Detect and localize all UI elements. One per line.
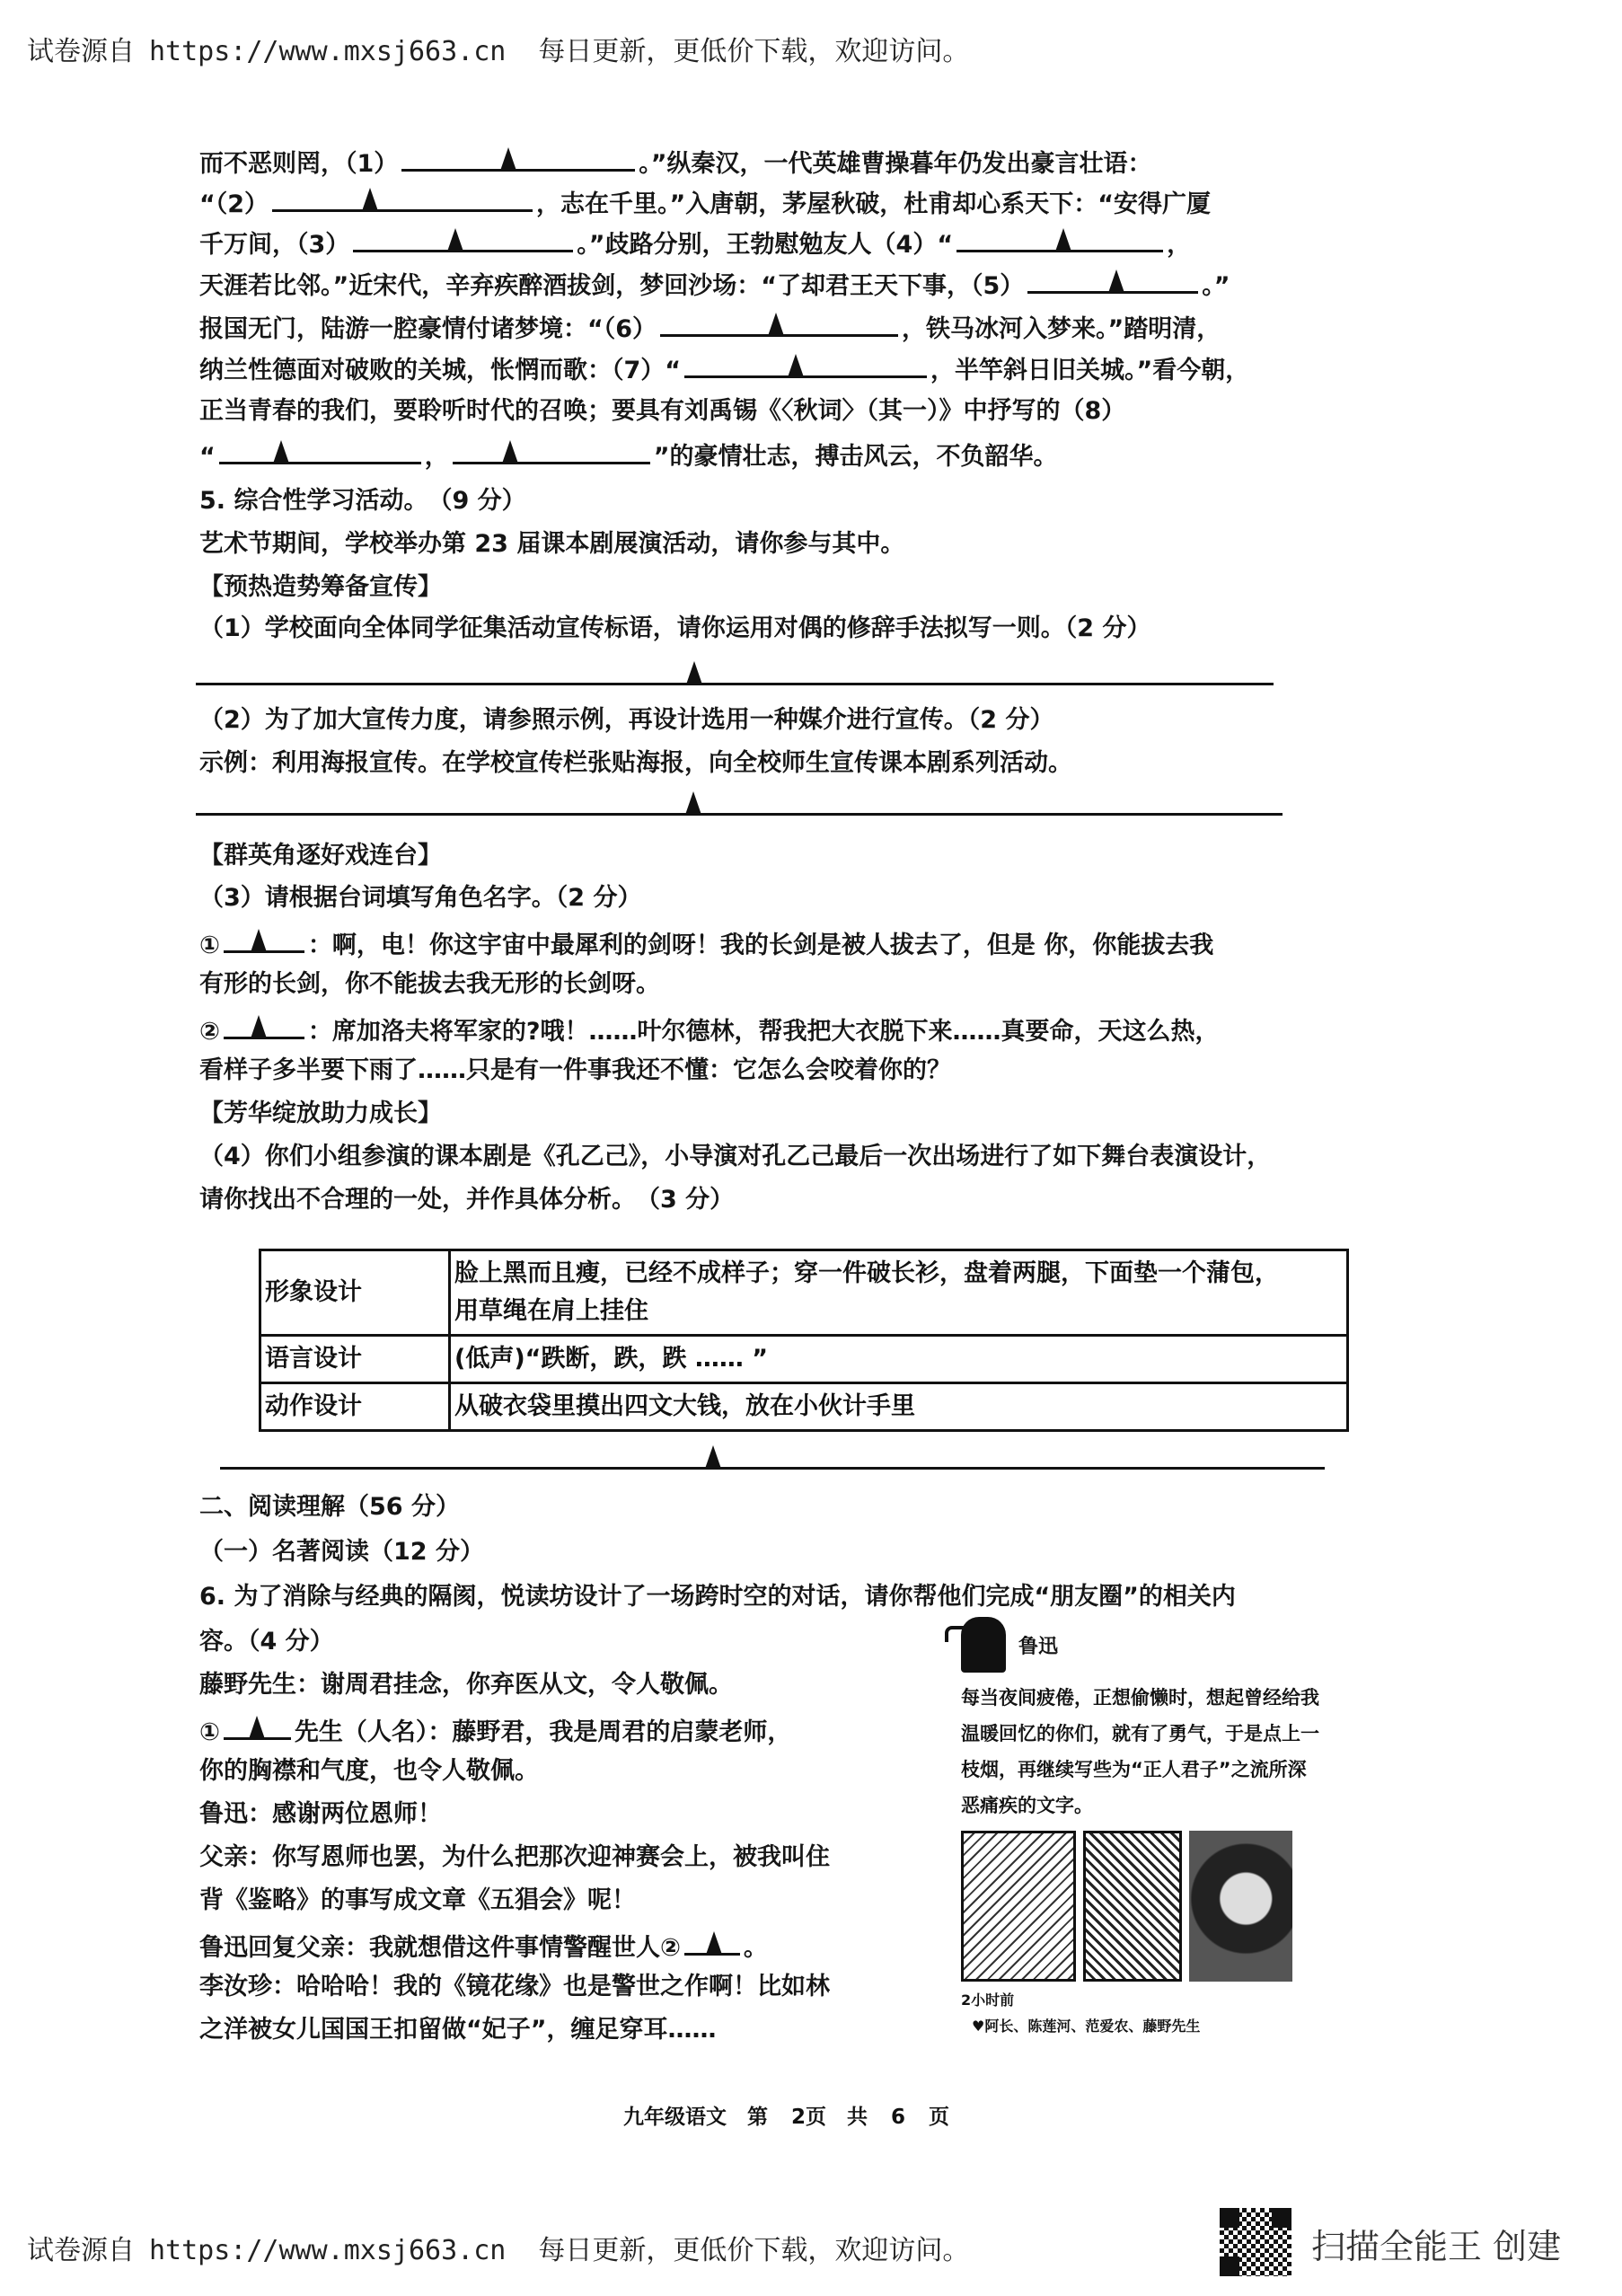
dialog-line: ① 先生（人名）：藤野君，我是周君的启蒙老师，	[199, 1712, 791, 1749]
triangle-marker-icon	[686, 661, 702, 684]
triangle-marker-icon	[251, 1015, 267, 1038]
q5-part2-heading: 【群英角逐好戏连台】	[199, 842, 442, 870]
watermark-slogan: 每日更新，更低价下载，欢迎访问。	[538, 36, 970, 67]
table-row-value: (低声)“跌断，跌，跌 …… ”	[450, 1336, 1348, 1383]
luxun-avatar-icon	[961, 1617, 1006, 1673]
triangle-marker-icon	[1055, 228, 1071, 252]
answer-blank-2[interactable]	[684, 1928, 740, 1956]
table-row	[260, 1336, 1348, 1383]
moments-post	[961, 1617, 1320, 2035]
stage-design-table	[259, 1249, 1349, 1432]
table-row-label: 语言设计	[260, 1336, 450, 1383]
post-image-illustration-1	[961, 1831, 1076, 1982]
table-row-label: 动作设计	[260, 1383, 450, 1431]
triangle-marker-icon	[273, 440, 289, 464]
role-line-2: ② ：席加洛夫将军家的?哦！……叶尔德林，帮我把大衣脱下来……真要命，天这么热，	[199, 1011, 1220, 1048]
role-line-1: ① ：啊，电！你这宇宙中最犀利的剑呀！我的长剑是被人拔去了，但是 你，你能拔去我	[199, 925, 1213, 962]
watermark-url[interactable]: https://www.mxsj663.cn	[149, 2235, 507, 2266]
q6-question-cont: 容。（4 分）	[199, 1628, 334, 1656]
poem-line-2: “（2） ，志在千里。”入唐朝，茅屋秋破，杜甫却心系天下：“安得广厦	[199, 184, 1211, 221]
role-line-2-cont: 看样子多半要下雨了……只是有一件事我还不懂：它怎么会咬着你的？	[199, 1056, 951, 1084]
q5-question-3: （3）请根据台词填写角色名字。（2 分）	[199, 884, 642, 912]
section-2-sub: （一）名著阅读（12 分）	[199, 1538, 484, 1566]
q6-question: 6. 为了消除与经典的隔阂，悦读坊设计了一场跨时空的对话，请你帮他们完成“朋友圈”的相关内	[199, 1583, 1236, 1611]
answer-blank-6[interactable]	[660, 309, 898, 337]
table-row	[260, 1250, 1348, 1336]
triangle-marker-icon	[502, 440, 518, 464]
q5-part1-heading: 【预热造势筹备宣传】	[199, 573, 442, 601]
watermark-url[interactable]: https://www.mxsj663.cn	[149, 36, 507, 67]
triangle-marker-icon	[500, 147, 516, 171]
q5-example: 示例：利用海报宣传。在学校宣传栏张贴海报，向全校师生宣传课本剧系列活动。	[199, 749, 1072, 777]
triangle-marker-icon	[251, 929, 267, 952]
answer-blank-5[interactable]	[1027, 266, 1198, 294]
answer-blank-8a[interactable]	[219, 437, 421, 464]
q5-title: 5. 综合性学习活动。 （9 分）	[199, 487, 526, 515]
poem-line-6: 纳兰性德面对破败的关城，怅惘而歌：（7）“ ，半竿斜日旧关城。”看今朝，	[199, 350, 1249, 387]
q5-question-1: （1）学校面向全体同学征集活动宣传标语，请你运用对偶的修辞手法拟写一则。（2 分）	[199, 614, 1151, 642]
watermark-prefix: 试卷源自	[27, 2235, 135, 2266]
post-image-portrait	[1189, 1831, 1292, 1982]
watermark-slogan: 每日更新，更低价下载，欢迎访问。	[538, 2235, 970, 2266]
answer-blank-4[interactable]	[956, 225, 1163, 252]
scanner-credit: 扫描全能王 创建	[1311, 2227, 1562, 2266]
q5-part3-heading: 【芳华绽放助力成长】	[199, 1099, 442, 1127]
table-row-value: 从破衣袋里摸出四文大钱，放在小伙计手里	[450, 1383, 1348, 1431]
page-number: 九年级语文 第 2页 共 6 页	[623, 2106, 950, 2129]
triangle-marker-icon	[447, 228, 463, 252]
post-author: 鲁迅	[1018, 1635, 1059, 1658]
q5-question-2: （2）为了加大宣传力度，请参照示例，再设计选用一种媒介进行宣传。（2 分）	[199, 706, 1054, 734]
triangle-marker-icon	[706, 1931, 722, 1955]
post-time: 2小时前	[961, 1991, 1015, 2009]
dialog-line: 鲁迅：感谢两位恩师！	[199, 1800, 442, 1828]
section-2-title: 二、阅读理解（56 分）	[199, 1493, 460, 1521]
poem-line-4: 天涯若比邻。”近宋代，辛弃疾醉酒拔剑，梦回沙场：“了却君王天下事，（5） 。”	[199, 266, 1230, 303]
poem-line-3: 千万间，（3） 。”歧路分别，王勃慰勉友人（4）“ ，	[199, 225, 1191, 261]
name-blank-1[interactable]	[224, 1712, 291, 1740]
answer-blank-7[interactable]	[684, 350, 927, 378]
dialog-line: 藤野先生：谢周君挂念，你弃医从文，令人敬佩。	[199, 1671, 733, 1699]
post-likes: ♥阿长、陈莲河、范爱农、藤野先生	[972, 2018, 1201, 2035]
table-row	[260, 1383, 1348, 1431]
table-row-label: 形象设计	[260, 1250, 450, 1336]
poem-line-7: 正当青春的我们，要聆听时代的召唤；要具有刘禹锡《〈秋词〉（其一）》中抒写的（8）	[199, 397, 1126, 425]
dialog-line: 父亲：你写恩师也罢，为什么把那次迎神赛会上，被我叫住	[199, 1843, 830, 1871]
source-watermark-bottom	[27, 2228, 1001, 2267]
answer-line-q1[interactable]	[196, 683, 1274, 685]
role-blank-2[interactable]	[224, 1011, 304, 1039]
triangle-marker-icon	[249, 1716, 265, 1739]
dialog-line: 鲁迅回复父亲：我就想借这件事情警醒世人② 。	[199, 1928, 768, 1965]
role-blank-1[interactable]	[224, 925, 304, 953]
answer-line-q4[interactable]	[220, 1467, 1325, 1470]
post-image-illustration-2	[1083, 1831, 1182, 1982]
triangle-marker-icon	[1108, 269, 1124, 293]
post-text: 每当夜间疲倦，正想偷懒时，想起曾经给我温暖回忆的你们，就有了勇气，于是点上一枝烟，再继续写些为“正人君子”之流所深恶痛疾的文字。	[961, 1687, 1319, 1816]
answer-line-q2[interactable]	[196, 813, 1283, 816]
dialog-line: 背《鉴略》的事写成文章《五猖会》呢！	[199, 1886, 636, 1914]
answer-blank-2[interactable]	[272, 184, 533, 212]
triangle-marker-icon	[768, 313, 784, 336]
table-row-value: 脸上黑而且瘦，已经不成样子；穿一件破长衫，盘着两腿，下面垫一个蒲包， 用草绳在肩上挂住	[450, 1250, 1348, 1336]
role-line-1-cont: 有形的长剑，你不能拔去我无形的长剑呀。	[199, 970, 660, 998]
source-watermark-top	[27, 29, 1001, 68]
answer-blank-8b[interactable]	[453, 437, 650, 464]
q5-intro: 艺术节期间，学校举办第 23 届课本剧展演活动，请你参与其中。	[199, 530, 905, 558]
triangle-marker-icon	[705, 1445, 721, 1469]
dialog-line: 你的胸襟和气度，也令人敬佩。	[199, 1757, 539, 1785]
dialog-line: 李汝珍：哈哈哈！我的《镜花缘》也是警世之作啊！比如林	[199, 1973, 830, 2000]
qr-code-icon	[1220, 2208, 1291, 2276]
poem-line-5: 报国无门，陆游一腔豪情付诸梦境：“（6） ，铁马冰河入梦来。”踏明清，	[199, 309, 1221, 346]
poem-line-8: “ ， ”的豪情壮志，搏击风云，不负韶华。	[199, 437, 1058, 473]
answer-blank-3[interactable]	[353, 225, 573, 252]
poem-line-1: 而不恶则罔，（1） 。”纵秦汉，一代英雄曹操暮年仍发出豪言壮语：	[199, 144, 1152, 181]
triangle-marker-icon	[685, 791, 701, 815]
answer-blank-1[interactable]	[401, 144, 635, 172]
dialog-line: 之洋被女儿国国王扣留做“妃子”，缠足穿耳……	[199, 2016, 717, 2044]
triangle-marker-icon	[788, 354, 804, 377]
q5-question-4-cont: 请你找出不合理的一处，并作具体分析。 （3 分）	[199, 1186, 735, 1214]
triangle-marker-icon	[362, 188, 378, 211]
q5-question-4: （4）你们小组参演的课本剧是《孔乙己》，小导演对孔乙己最后一次出场进行了如下舞台表演设计，	[199, 1143, 1272, 1170]
watermark-prefix: 试卷源自	[27, 36, 135, 67]
